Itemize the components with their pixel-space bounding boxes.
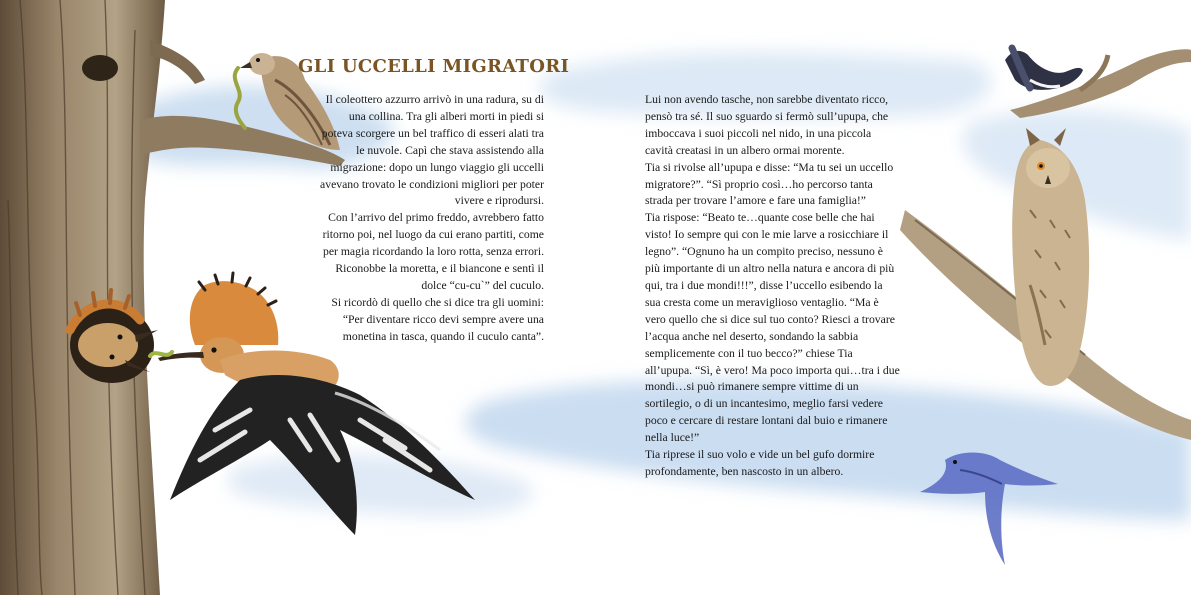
paragraph: Tia riprese il suo volo e vide un bel gufo dormire profondamente, ben nascosto in un albero. <box>645 448 875 478</box>
paragraph: Tia rispose: “Beato te…quante cose belle che hai visto! Io sempre qui con le mie larve a rosicchiare il legno”. “Ognuno ha un compito preciso, nessuno è più importante di un altro nella natura e ancora di più qui, tra i due mondi!!!”, disse l’uccello esibendo la sua cresta come un meraviglioso ventaglio. “Ma è vero quello che si dice sul tuo conto? Riesci a trovare l’acqua anche nel deserto, sondando la sabbia semplicemente con il tuo becco?” chiese Tia all’upupa. “Sì, è vero! Ma poco importa qui…tra i due mondi…si può rimanere sempre vittime di un sortilegio, o di un incantesimo, meglio farsi vedere poco e cercare di restare lontani dal buio e rimanere nella luce!” <box>645 211 900 445</box>
paragraph: Riconobbe la moretta, e il biancone e sentì il dolce “cu-cu`” del cuculo. <box>335 262 544 292</box>
page-title: GLI UCCELLI MIGRATORI <box>298 56 570 77</box>
paragraph: Il coleottero azzurro arrivò in una radura, su di una collina. Tra gli alberi morti in piedi si poteva scorgere un bel traffico di esseri alati tra le nuvole. Capì che stava assistendo alla migrazione: dopo un lungo viaggio gli uccelli avevano trovato le condizioni migliori per poter vivere e riprodursi. <box>320 93 544 208</box>
magpie-on-branch <box>1005 48 1191 118</box>
paragraph: Con l’arrivo del primo freddo, avrebbero fatto ritorno poi, nel luogo da cui erano partiti, come per magia ricordando la loro rotta, senza errori. <box>322 211 544 259</box>
paragraph: Si ricordò di quello che si dice tra gli uomini: “Per diventare ricco devi sempre avere una monetina in tasca, quando il cuculo canta”. <box>331 295 544 343</box>
paragraph: Lui non avendo tasche, non sarebbe diventato ricco, pensò tra sé. Il suo sguardo si fermò sull’upupa, che imboccava i suoi piccoli nel nido, in una piccola cavità creatasi in un albero ormai morente. <box>645 93 889 157</box>
left-text-column <box>318 92 544 346</box>
paragraph: Tia si rivolse all’upupa e disse: “Ma tu sei un uccello migratore?”. “Sì proprio così…ho percorso tanta strada per trovare l’amore e fare una famiglia!” <box>645 160 894 208</box>
right-text-column <box>645 92 900 481</box>
